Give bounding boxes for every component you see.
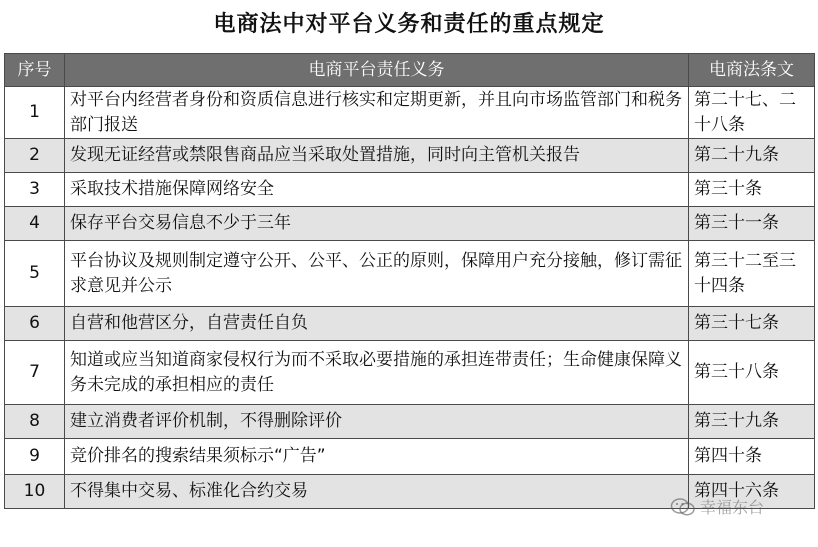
row-article: 第二十七、二十八条 — [689, 87, 815, 139]
row-duty: 发现无证经营或禁限售商品应当采取处置措施，同时向主管机关报告 — [65, 139, 689, 173]
row-article: 第三十八条 — [689, 341, 815, 405]
row-article: 第四十六条 — [689, 475, 815, 509]
watermark-text: 幸福东台 — [700, 498, 765, 517]
row-duty: 采取技术措施保障网络安全 — [65, 173, 689, 207]
table-row — [5, 139, 815, 173]
table-row — [5, 341, 815, 405]
row-duty: 不得集中交易、标准化合约交易 — [65, 475, 689, 509]
header-index: 序号 — [5, 54, 65, 87]
row-index: 6 — [5, 307, 65, 341]
page-title: 电商法中对平台义务和责任的重点规定 — [213, 10, 605, 37]
table-row — [5, 87, 815, 139]
header-duty: 电商平台责任义务 — [65, 54, 689, 87]
row-index: 1 — [5, 87, 65, 139]
table-row — [5, 241, 815, 307]
table-row — [5, 207, 815, 241]
row-duty: 知道或应当知道商家侵权行为而不采取必要措施的承担连带责任；生命健康保障义务未完成的承担相应的责任 — [65, 341, 689, 405]
table-row — [5, 475, 815, 509]
header-article: 电商法条文 — [689, 54, 815, 87]
row-duty: 竞价排名的搜索结果须标示“广告” — [65, 439, 689, 475]
row-index: 9 — [5, 439, 65, 475]
row-index: 4 — [5, 207, 65, 241]
row-article: 第三十七条 — [689, 307, 815, 341]
table-row — [5, 439, 815, 475]
row-duty: 保存平台交易信息不少于三年 — [65, 207, 689, 241]
row-duty: 平台协议及规则制定遵守公开、公平、公正的原则，保障用户充分接触，修订需征求意见并公示 — [65, 241, 689, 307]
row-article: 第二十九条 — [689, 139, 815, 173]
table-row — [5, 173, 815, 207]
row-index: 2 — [5, 139, 65, 173]
row-index: 10 — [5, 475, 65, 509]
row-duty: 建立消费者评价机制，不得删除评价 — [65, 405, 689, 439]
table-row — [5, 307, 815, 341]
row-index: 7 — [5, 341, 65, 405]
row-article: 第三十二至三十四条 — [689, 241, 815, 307]
row-article: 第三十九条 — [689, 405, 815, 439]
row-article: 第三十条 — [689, 173, 815, 207]
table-header-row — [5, 54, 815, 87]
table-row — [5, 405, 815, 439]
row-duty: 自营和他营区分，自营责任自负 — [65, 307, 689, 341]
row-index: 5 — [5, 241, 65, 307]
duty-table — [4, 53, 815, 509]
row-index: 8 — [5, 405, 65, 439]
row-duty: 对平台内经营者身份和资质信息进行核实和定期更新，并且向市场监管部门和税务部门报送 — [65, 87, 689, 139]
row-article: 第四十条 — [689, 439, 815, 475]
row-article: 第三十一条 — [689, 207, 815, 241]
row-index: 3 — [5, 173, 65, 207]
